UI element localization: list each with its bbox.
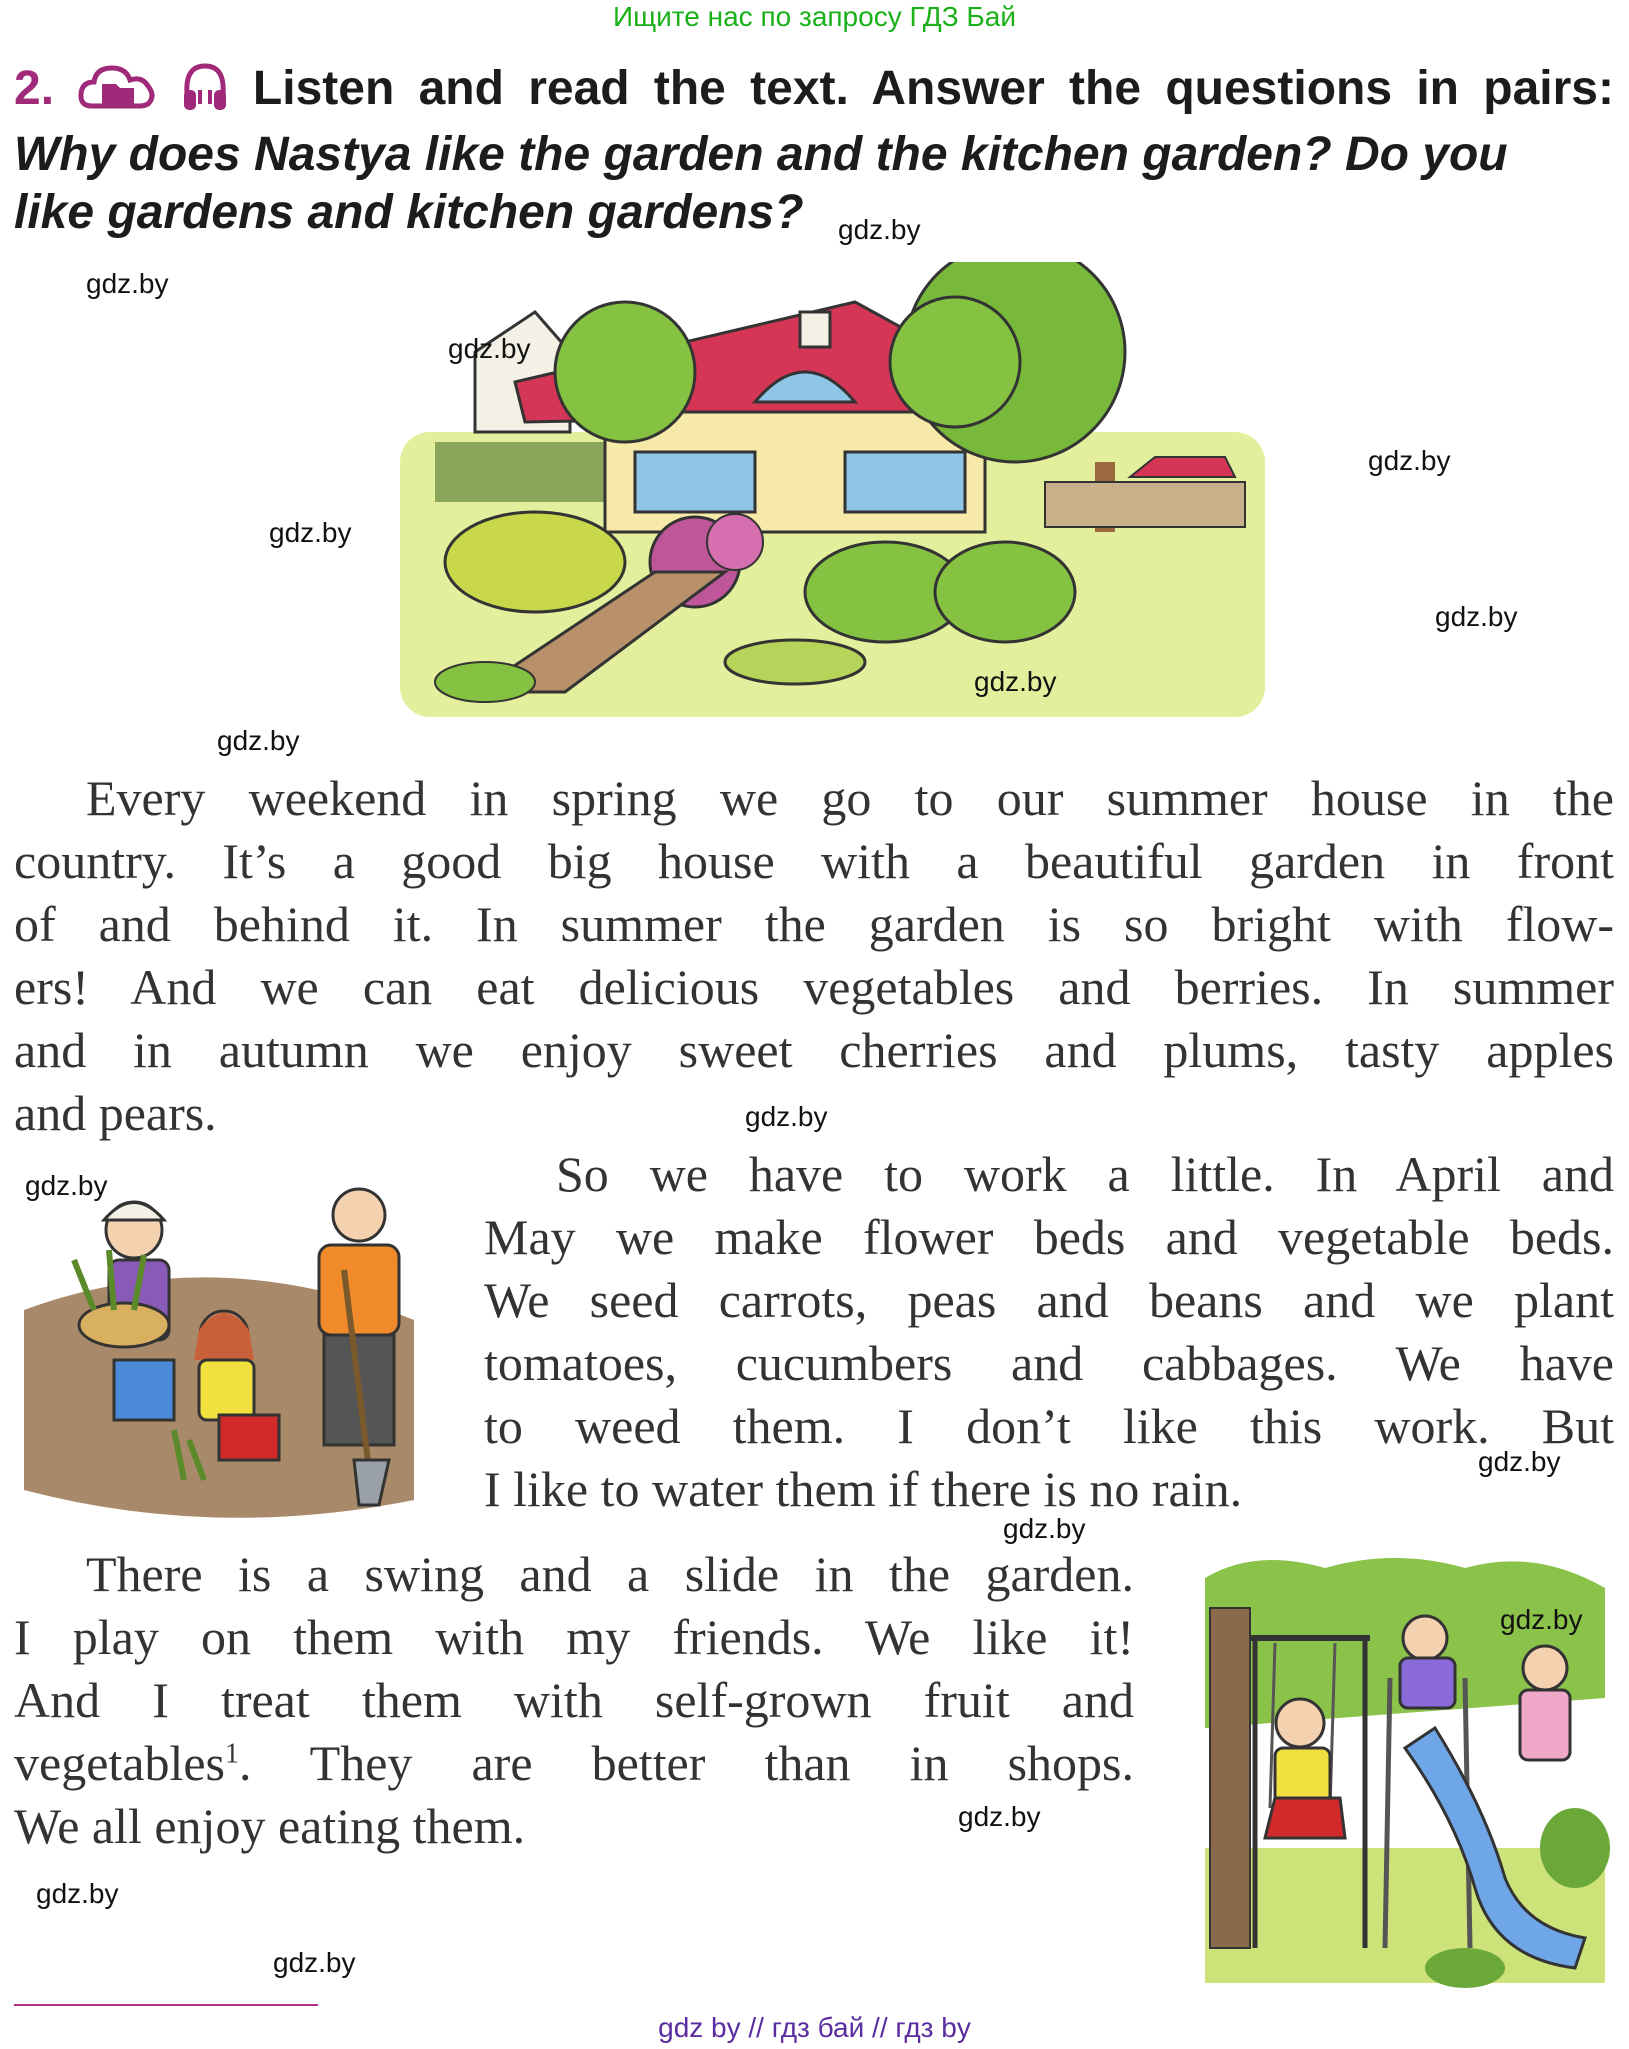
paragraph-2-line: May we make flower beds and vegetable beds.	[484, 1209, 1614, 1265]
watermark: gdz.by	[36, 1878, 119, 1909]
watermark: gdz.by	[1500, 1604, 1583, 1635]
paragraph-3-line: And I treat them with self-grown fruit and	[14, 1672, 1134, 1728]
task-question-line-2: like gardens and kitchen gardens?	[14, 186, 804, 239]
line-remainder: . They are better than in shops.	[239, 1735, 1134, 1791]
watermark: gdz.by	[448, 333, 531, 364]
search-banner: Ищите нас по запросу ГДЗ Бай	[612, 1, 1017, 32]
cloud-folder-icon	[78, 60, 156, 126]
task-number: 2.	[14, 62, 55, 115]
paragraph-2-line: to weed them. I don’t like this work. But	[484, 1398, 1614, 1454]
family-gardening-illustration	[14, 1160, 424, 1530]
paragraph-1-line: country. It’s a good big house with a beautiful garden in front	[14, 833, 1614, 889]
paragraph-2	[484, 1143, 1614, 1521]
watermark: gdz.by	[86, 268, 169, 299]
house-garden-illustration	[395, 262, 1275, 722]
paragraph-3-line: I play on them with my friends. We like it!	[14, 1609, 1134, 1665]
watermark: gdz.by	[745, 1101, 828, 1132]
watermark: gdz.by	[974, 666, 1057, 697]
watermark: gdz.by	[25, 1170, 108, 1201]
footnote-marker: 1	[225, 1738, 240, 1770]
watermark: gdz.by	[958, 1801, 1041, 1832]
watermark: gdz.by	[217, 725, 300, 756]
headphones-icon	[181, 60, 229, 126]
task-question-line-1: Why does Nastya like the garden and the kitchen garden? Do you	[14, 128, 1508, 181]
paragraph-3-line: There is a swing and a slide in the garden.	[86, 1546, 1134, 1602]
watermark: gdz.by	[1478, 1446, 1561, 1477]
paragraph-2-line: So we have to work a little. In April and	[556, 1146, 1614, 1202]
watermark: gdz.by	[269, 517, 352, 548]
paragraph-2-line: We seed carrots, peas and beans and we plant	[484, 1272, 1614, 1328]
watermark: gdz.by	[273, 1947, 356, 1978]
paragraph-1-line: and pears.	[14, 1085, 217, 1141]
footer-links: gdz by // гдз бай // гдз by	[658, 2012, 971, 2043]
watermark: gdz.by	[1435, 601, 1518, 632]
paragraph-1-line: ers! And we can eat delicious vegetables and berries. In summer	[14, 959, 1614, 1015]
paragraph-2-line: I like to water them if there is no rain.	[484, 1461, 1243, 1517]
paragraph-1	[14, 767, 1614, 1145]
paragraph-1-line: of and behind it. In summer the garden is so bright with flow-	[14, 896, 1614, 952]
footnote-divider	[14, 2004, 318, 2006]
word-vegetables: vegetables	[14, 1735, 226, 1791]
task-heading	[14, 60, 1614, 242]
paragraph-2-line: tomatoes, cucumbers and cabbages. We have	[484, 1335, 1614, 1391]
paragraph-1-line: Every weekend in spring we go to our summer house in the	[86, 770, 1614, 826]
watermark: gdz.by	[838, 214, 921, 245]
watermark: gdz.by	[1003, 1513, 1086, 1544]
watermark: gdz.by	[1368, 445, 1451, 476]
paragraph-1-line: and in autumn we enjoy sweet cherries and plums, tasty apples	[14, 1022, 1614, 1078]
task-instruction: Listen and read the text. Answer the questions in pairs:	[252, 62, 1614, 115]
paragraph-3-line	[14, 1732, 1134, 1795]
paragraph-3-line: We all enjoy eating them.	[14, 1798, 526, 1854]
